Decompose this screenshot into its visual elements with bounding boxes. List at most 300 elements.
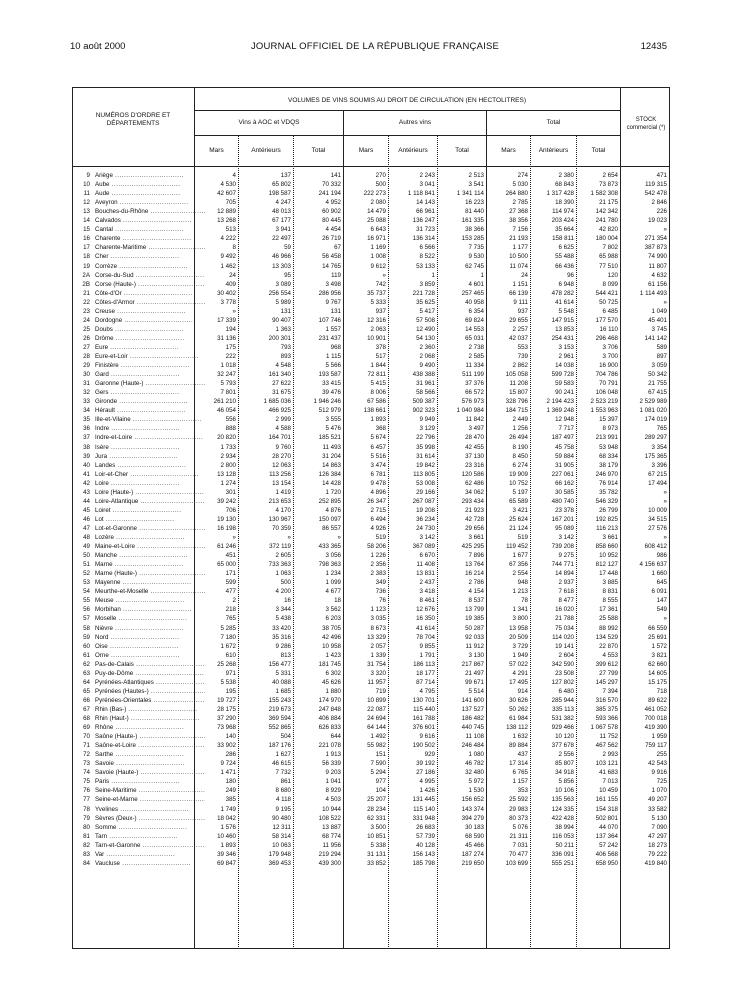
cell-aoc-total: 42 496 <box>322 633 341 641</box>
cell-aoc-total: 231 437 <box>318 334 341 342</box>
cell-total-mars: 1 632 <box>512 733 528 741</box>
cell-total-total: 858 660 <box>595 543 618 551</box>
cell-total-mars: 67 356 <box>509 561 528 569</box>
cell-aoc-total: 14 428 <box>322 479 341 487</box>
table-row <box>0 679 750 687</box>
cell-aoc-anterieurs: 3 344 <box>275 606 291 614</box>
cell-aoc-mars: 61 246 <box>217 543 236 551</box>
cell-aoc-mars: 25 268 <box>217 660 236 668</box>
cell-aoc-total: 185 521 <box>318 434 341 442</box>
cell-stock: 147 <box>656 597 667 605</box>
cell-aoc-anterieurs: 8 680 <box>275 787 291 795</box>
cell-aoc-total: 10 944 <box>322 805 341 813</box>
cell-stock: 645 <box>656 579 667 587</box>
row-number: 29 <box>83 362 90 370</box>
cell-aoc-mars: 2 <box>232 597 236 605</box>
cell-autres-total: 7 896 <box>468 552 484 560</box>
department-name: Rhin (Bas-) ..... <box>95 706 205 714</box>
table-row <box>0 407 750 415</box>
cell-autres-mars: 33 852 <box>367 859 386 867</box>
department-name: Aveyron ..... <box>95 199 205 207</box>
cell-total-mars: 553 <box>517 343 528 351</box>
cell-autres-mars: 1 339 <box>370 651 386 659</box>
cell-aoc-mars: 13 268 <box>217 217 236 225</box>
cell-aoc-anterieurs: 130 967 <box>268 515 291 523</box>
cell-total-total: 42 820 <box>599 226 618 234</box>
department-name: Pas-de-Calais ..... <box>95 661 205 669</box>
cell-aoc-anterieurs: 58 314 <box>272 832 291 840</box>
cell-total-mars: 11 208 <box>509 380 528 388</box>
cell-autres-total: 7 735 <box>468 244 484 252</box>
cell-aoc-total: 38 705 <box>322 624 341 632</box>
cell-autres-total: 11 108 <box>465 733 484 741</box>
cell-autres-total: 62 486 <box>465 479 484 487</box>
cell-total-anterieurs: 7 717 <box>558 425 574 433</box>
cell-aoc-total: 68 774 <box>322 832 341 840</box>
cell-stock: 175 365 <box>644 452 667 460</box>
row-number: 24 <box>83 316 90 324</box>
table-row <box>0 462 750 470</box>
cell-aoc-total: 5 566 <box>325 362 341 370</box>
row-number: 78 <box>83 805 90 813</box>
table-row <box>0 606 750 614</box>
cell-total-total: 142 342 <box>595 208 618 216</box>
cell-aoc-mars: 705 <box>225 199 236 207</box>
cell-total-total: 88 992 <box>599 624 618 632</box>
cell-autres-total: 511 199 <box>462 371 484 379</box>
cell-aoc-total: 247 848 <box>318 705 341 713</box>
department-name: Finistère ..... <box>95 362 205 370</box>
cell-total-mars: 105 058 <box>505 371 528 379</box>
cell-total-anterieurs: 31 905 <box>555 461 574 469</box>
cell-aoc-total: 13 887 <box>322 823 341 831</box>
cell-aoc-mars: 32 247 <box>217 371 236 379</box>
department-name: Corse (Haute-) ..... <box>95 281 205 289</box>
cell-total-total: 154 318 <box>595 805 618 813</box>
table-row <box>0 751 750 759</box>
department-name: Sarthe ..... <box>95 751 205 759</box>
cell-total-mars: 8 190 <box>512 443 528 451</box>
cell-autres-anterieurs: 11 408 <box>416 561 435 569</box>
cell-aoc-mars: 39 346 <box>217 850 236 858</box>
cell-aoc-total: 126 384 <box>318 470 341 478</box>
cell-stock: 897 <box>656 353 667 360</box>
department-name: Seine-Maritime ..... <box>95 787 205 795</box>
row-number: 10 <box>83 181 90 189</box>
cell-total-total: 137 364 <box>595 832 618 840</box>
cell-autres-total: 46 782 <box>465 760 484 768</box>
row-number: 31 <box>83 380 90 388</box>
cell-total-anterieurs: 377 678 <box>551 742 574 750</box>
cell-stock: 419 390 <box>644 724 667 732</box>
department-name: Sèvres (Deux-) ..... <box>95 815 205 823</box>
cell-autres-total: 161 335 <box>461 217 484 225</box>
cell-stock: 19 023 <box>648 217 667 225</box>
cell-aoc-mars: 888 <box>225 425 236 433</box>
cell-total-mars: 26 494 <box>509 434 528 442</box>
cell-total-total: 1 582 308 <box>590 190 618 198</box>
cell-total-mars: 8 450 <box>512 452 528 460</box>
cell-total-mars: 2 554 <box>512 570 528 578</box>
cell-stock: 17 494 <box>648 479 667 487</box>
table-row <box>0 389 750 397</box>
page-header <box>0 41 750 55</box>
row-number: 62 <box>83 660 90 668</box>
department-name: Loir-et-Cher ..... <box>95 471 205 479</box>
cell-aoc-mars: 1 893 <box>220 841 236 849</box>
cell-autres-total: 187 274 <box>461 850 484 858</box>
cell-autres-total: 153 285 <box>461 235 484 243</box>
cell-autres-mars: 719 <box>375 687 386 695</box>
table-row <box>0 181 750 189</box>
row-number: 44 <box>83 497 90 505</box>
cell-stock: » <box>663 226 667 234</box>
cell-autres-anterieurs: 509 387 <box>412 398 435 406</box>
cell-autres-mars: 58 206 <box>367 543 386 551</box>
cell-autres-total: 42 455 <box>465 443 484 451</box>
row-number: 42 <box>83 479 90 487</box>
row-number: 14 <box>83 217 90 225</box>
cell-aoc-mars: 42 607 <box>217 190 236 198</box>
cell-aoc-total: 798 363 <box>318 561 341 569</box>
cell-autres-mars: 3 035 <box>370 615 386 623</box>
row-number: 18 <box>83 253 90 261</box>
cell-total-anterieurs: 929 466 <box>551 724 574 732</box>
row-number: 82 <box>83 841 90 849</box>
col-header-departements: NUMÉROS D'ORDRE ET DÉPARTEMENTS <box>95 112 171 127</box>
subheader-anterieurs: Antérieurs <box>398 147 428 154</box>
cell-autres-total: 3 130 <box>468 651 484 659</box>
cell-total-mars: 119 452 <box>506 543 528 551</box>
page-number: 12435 <box>640 41 667 52</box>
table-row <box>0 625 750 633</box>
department-name: Nord ..... <box>95 634 205 642</box>
department-name: Creuse ..... <box>95 308 205 316</box>
row-number: 22 <box>83 298 90 306</box>
cell-autres-anterieurs: 1 118 841 <box>407 190 435 198</box>
col-header-volumes: VOLUMES DE VINS SOUMIS AU DROIT DE CIRCULATION (EN HECTOLITRES) <box>287 97 526 104</box>
cell-autres-total: 62 745 <box>465 262 484 270</box>
cell-total-total: 53 948 <box>599 443 618 451</box>
cell-aoc-total: 45 626 <box>322 678 341 686</box>
department-name: Charente-Maritime ..... <box>95 244 205 252</box>
cell-autres-total: 217 867 <box>461 660 484 668</box>
cell-total-total: 106 048 <box>595 389 618 397</box>
cell-aoc-anterieurs: 4 170 <box>275 506 291 514</box>
department-name: Landes ..... <box>95 462 205 470</box>
row-number: 34 <box>83 407 90 415</box>
cell-total-total: 50 725 <box>599 298 618 306</box>
department-name: Morbihan ..... <box>95 606 205 614</box>
cell-aoc-mars: 33 902 <box>217 742 236 750</box>
cell-total-total: 316 570 <box>595 696 618 704</box>
cell-aoc-anterieurs: 13 303 <box>272 262 291 270</box>
cell-total-mars: 80 373 <box>509 814 528 822</box>
row-number: 49 <box>83 543 90 551</box>
cell-total-total: 3 885 <box>602 579 618 587</box>
row-number: 35 <box>83 416 90 424</box>
cell-autres-mars: 7 590 <box>370 760 386 768</box>
cell-autres-anterieurs: 54 130 <box>416 334 435 342</box>
table-row <box>0 534 750 542</box>
cell-total-total: 22 870 <box>599 642 618 650</box>
department-name: Corse-du-Sud ..... <box>95 272 205 280</box>
department-name: Lot ..... <box>95 516 205 524</box>
cell-aoc-anterieurs: 13 154 <box>272 479 291 487</box>
table-row <box>0 199 750 207</box>
cell-aoc-mars: 73 968 <box>217 724 236 732</box>
table-row <box>0 507 750 515</box>
cell-total-anterieurs: 124 335 <box>551 805 574 813</box>
cell-aoc-mars: 65 000 <box>217 561 236 569</box>
cell-total-anterieurs: 135 563 <box>551 796 574 804</box>
cell-autres-total: 2 513 <box>468 172 484 179</box>
cell-total-mars: 1 177 <box>512 244 528 252</box>
cell-autres-mars: 3 500 <box>370 823 386 831</box>
cell-autres-anterieurs: 57 508 <box>416 316 435 324</box>
cell-stock: » <box>663 298 667 306</box>
cell-aoc-total: 3 056 <box>325 552 341 560</box>
cell-autres-mars: 25 088 <box>367 217 386 225</box>
cell-total-anterieurs: 9 275 <box>558 552 574 560</box>
cell-autres-anterieurs: 115 440 <box>413 705 435 713</box>
cell-aoc-mars: 69 847 <box>217 859 236 867</box>
cell-autres-total: 5 972 <box>468 778 484 786</box>
cell-aoc-anterieurs: 4 118 <box>275 796 291 804</box>
row-number: 69 <box>83 724 90 732</box>
cell-total-mars: 70 477 <box>509 850 528 858</box>
cell-total-total: 76 914 <box>599 479 618 487</box>
cell-total-anterieurs: 3 153 <box>558 343 574 351</box>
department-name: Côtes-d'Armor ..... <box>95 299 205 307</box>
cell-autres-total: 1 <box>480 271 484 279</box>
cell-autres-total: 11 334 <box>465 362 484 370</box>
row-number: 27 <box>83 343 90 351</box>
table-row <box>0 371 750 379</box>
row-number: 39 <box>83 452 90 460</box>
cell-autres-anterieurs: 3 142 <box>419 534 435 541</box>
cell-stock: 79 222 <box>648 850 667 858</box>
department-name: Garonne (Haute-) ..... <box>95 380 205 388</box>
cell-total-total: 4 553 <box>602 651 618 659</box>
table-row <box>0 263 750 271</box>
cell-total-anterieurs: 2 937 <box>558 579 574 587</box>
department-name: Tarn-et-Garonne ..... <box>95 842 205 850</box>
department-name: Vaucluse ..... <box>95 860 205 868</box>
cell-stock: 289 297 <box>644 434 667 442</box>
cell-autres-anterieurs: 31 614 <box>416 452 435 460</box>
cell-autres-anterieurs: 3 859 <box>419 280 435 288</box>
cell-total-total: 21 175 <box>599 199 618 207</box>
cell-total-total: 7 802 <box>602 244 618 252</box>
cell-autres-total: 37 376 <box>465 380 484 388</box>
table-row <box>0 434 750 442</box>
cell-stock: 1 959 <box>651 733 667 741</box>
cell-autres-mars: 349 <box>375 579 386 587</box>
cell-aoc-mars: 9 492 <box>220 253 236 261</box>
cell-total-total: 544 421 <box>595 289 618 297</box>
cell-total-anterieurs: 5 548 <box>558 307 574 315</box>
cell-total-anterieurs: 10 106 <box>555 787 574 795</box>
cell-autres-anterieurs: 902 323 <box>412 407 435 415</box>
row-number: 68 <box>83 715 90 722</box>
cell-aoc-anterieurs: 552 865 <box>268 724 291 732</box>
cell-aoc-anterieurs: 16 <box>284 597 291 605</box>
cell-aoc-anterieurs: 46 966 <box>272 253 291 261</box>
cell-aoc-mars: 599 <box>225 579 236 587</box>
row-number: 70 <box>83 733 90 741</box>
table-row <box>0 480 750 488</box>
row-number: 65 <box>83 687 90 695</box>
table-row <box>0 344 750 352</box>
cell-stock: 49 207 <box>648 796 667 804</box>
row-number: 73 <box>83 760 90 768</box>
row-number: 66 <box>83 696 90 704</box>
cell-autres-anterieurs: 8 461 <box>419 597 435 605</box>
cell-total-mars: 27 368 <box>509 208 528 216</box>
cell-stock: 549 <box>656 606 667 614</box>
cell-autres-total: 37 130 <box>465 452 484 460</box>
cell-aoc-total: 1 557 <box>325 325 341 333</box>
cell-autres-mars: 500 <box>375 181 386 189</box>
cell-aoc-mars: » <box>232 534 236 541</box>
cell-total-total: 35 782 <box>599 488 618 496</box>
row-number: 23 <box>83 307 90 315</box>
cell-autres-mars: 937 <box>375 307 386 315</box>
cell-total-anterieurs: 45 758 <box>555 443 574 451</box>
cell-total-mars: 20 509 <box>509 633 528 641</box>
cell-autres-anterieurs: 4 995 <box>419 778 435 786</box>
cell-autres-anterieurs: 2 068 <box>419 353 435 360</box>
cell-autres-anterieurs: 4 795 <box>419 687 435 695</box>
cell-aoc-anterieurs: 164 701 <box>268 434 291 442</box>
cell-aoc-mars: 451 <box>225 552 236 560</box>
cell-total-anterieurs: 50 211 <box>555 841 574 849</box>
department-name: Gard ..... <box>95 371 205 379</box>
cell-aoc-mars: 16 198 <box>217 524 236 532</box>
cell-aoc-total: 3 498 <box>325 280 341 288</box>
cell-aoc-anterieurs: 813 <box>280 651 291 659</box>
cell-autres-mars: 8 673 <box>370 624 386 632</box>
cell-aoc-mars: 301 <box>225 488 236 496</box>
cell-aoc-mars: 385 <box>225 796 236 804</box>
cell-autres-mars: 138 661 <box>363 407 386 415</box>
cell-aoc-anterieurs: 113 256 <box>269 470 291 478</box>
cell-stock: 1 049 <box>651 307 667 315</box>
cell-aoc-mars: 194 <box>225 325 236 333</box>
cell-aoc-total: 10 958 <box>322 642 341 650</box>
cell-aoc-total: 8 929 <box>325 787 341 795</box>
cell-total-anterieurs: 2 380 <box>558 172 574 179</box>
journal-title: JOURNAL OFFICIEL DE LA RÉPUBLIQUE FRANÇAISE <box>250 41 500 52</box>
cell-autres-mars: » <box>382 271 386 279</box>
cell-aoc-anterieurs: 59 <box>284 244 291 252</box>
cell-total-total: 17 448 <box>599 570 618 578</box>
row-number: 72 <box>83 751 90 759</box>
table-row <box>0 471 750 479</box>
cell-total-anterieurs: 116 053 <box>552 832 574 840</box>
cell-aoc-mars: 9 724 <box>220 760 236 768</box>
cell-autres-anterieurs: 35 998 <box>416 443 435 451</box>
table-row <box>0 308 750 316</box>
cell-total-anterieurs: 8 477 <box>558 597 574 605</box>
department-name: Orne ..... <box>95 652 205 660</box>
cell-autres-mars: 31 754 <box>367 660 386 668</box>
cell-aoc-anterieurs: 95 <box>284 271 291 279</box>
cell-aoc-anterieurs: 7 732 <box>275 769 291 777</box>
cell-total-anterieurs: 342 590 <box>551 660 574 668</box>
cell-aoc-anterieurs: 156 477 <box>268 660 291 668</box>
department-name: Maine-et-Loire ..... <box>95 543 205 551</box>
cell-stock: 4 156 637 <box>639 561 667 569</box>
cell-total-anterieurs: 6 948 <box>558 280 574 288</box>
cell-aoc-total: 1 099 <box>325 579 341 587</box>
cell-aoc-anterieurs: 27 622 <box>272 380 291 388</box>
cell-aoc-anterieurs: 1 627 <box>275 751 291 759</box>
department-name: Aube ..... <box>95 181 205 189</box>
cell-aoc-anterieurs: 9 286 <box>275 642 291 650</box>
cell-aoc-anterieurs: 12 063 <box>272 461 291 469</box>
cell-autres-mars: 10 851 <box>367 832 386 840</box>
cell-total-mars: 25 592 <box>509 796 528 804</box>
cell-autres-mars: 270 <box>375 172 386 179</box>
cell-total-mars: 6 765 <box>512 769 528 777</box>
department-name: Savoie (Haute-) ..... <box>95 769 205 777</box>
cell-stock: 7 090 <box>651 823 667 831</box>
cell-total-anterieurs: 59 583 <box>555 380 574 388</box>
cell-aoc-mars: 2 800 <box>220 461 236 469</box>
cell-total-mars: 519 <box>517 534 528 541</box>
cell-stock: 11 807 <box>648 262 667 270</box>
department-name: Meurthe-et-Moselle ..... <box>95 588 205 596</box>
cell-aoc-anterieurs: 4 247 <box>275 199 291 207</box>
cell-autres-mars: 517 <box>375 353 386 360</box>
cell-total-anterieurs: 35 664 <box>555 226 574 234</box>
row-number: 21 <box>83 289 90 297</box>
row-number: 59 <box>83 633 90 641</box>
cell-autres-mars: 62 331 <box>367 814 386 822</box>
cell-total-total: 2 654 <box>602 172 618 179</box>
cell-total-anterieurs: 6 625 <box>558 244 574 252</box>
cell-autres-mars: 368 <box>375 425 386 433</box>
cell-total-mars: 21 124 <box>509 524 528 532</box>
cell-autres-total: 14 553 <box>465 325 484 333</box>
table-row <box>0 815 750 823</box>
cell-total-anterieurs: 478 282 <box>551 289 574 297</box>
department-name: Marne (Haute-) ..... <box>95 570 205 578</box>
cell-total-total: 11 752 <box>599 733 618 741</box>
cell-aoc-mars: 10 460 <box>217 832 236 840</box>
department-name: Savoie ..... <box>95 760 205 768</box>
cell-autres-anterieurs: 2 243 <box>419 172 435 179</box>
row-number: 56 <box>83 606 90 614</box>
department-name: Corrèze ..... <box>95 263 205 271</box>
cell-aoc-mars: 1 672 <box>220 642 236 650</box>
cell-total-anterieurs: 18 390 <box>555 199 574 207</box>
cell-aoc-mars: 765 <box>225 615 236 623</box>
cell-aoc-anterieurs: 793 <box>280 343 291 351</box>
cell-autres-total: 4 601 <box>468 280 484 288</box>
cell-total-anterieurs: 7 618 <box>558 588 574 596</box>
cell-aoc-mars: 37 290 <box>217 715 236 722</box>
cell-total-anterieurs: 336 091 <box>551 850 574 858</box>
cell-total-total: 25 588 <box>599 615 618 623</box>
cell-aoc-total: 4 952 <box>325 199 341 207</box>
subheader-total: Total <box>455 147 469 154</box>
table-row <box>0 362 750 370</box>
cell-total-mars: 10 500 <box>509 253 528 261</box>
cell-total-mars: 19 909 <box>509 470 528 478</box>
